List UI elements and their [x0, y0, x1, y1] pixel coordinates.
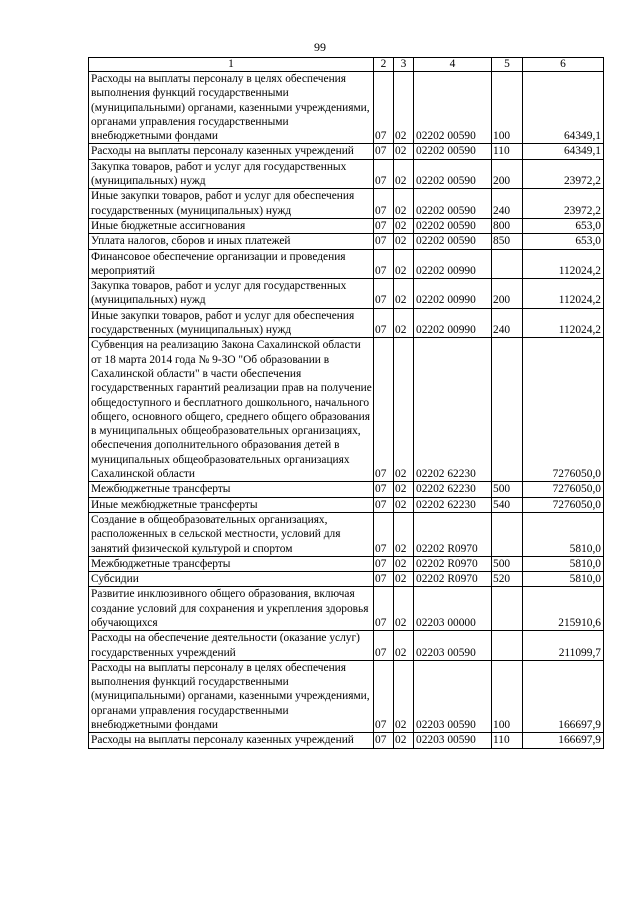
item-name: Закупка товаров, работ и услуг для государственных (муниципальных) нужд	[89, 159, 374, 189]
table-row	[89, 660, 604, 732]
item-name: Уплата налогов, сборов и иных платежей	[89, 234, 374, 249]
table-row	[89, 218, 604, 233]
target-article-code: 02203 00590	[414, 660, 492, 732]
table-row	[89, 556, 604, 571]
amount: 7276050,0	[523, 338, 604, 482]
target-article-code: 02202 00990	[414, 308, 492, 338]
expense-type-code: 850	[492, 234, 523, 249]
target-article-code: 02202 00590	[414, 218, 492, 233]
section-code: 07	[374, 159, 394, 189]
expense-type-code: 500	[492, 556, 523, 571]
table-row	[89, 144, 604, 159]
subsection-code: 02	[394, 338, 414, 482]
subsection-code: 02	[394, 189, 414, 219]
target-article-code: 02202 R0970	[414, 556, 492, 571]
amount: 211099,7	[523, 631, 604, 661]
amount: 23972,2	[523, 159, 604, 189]
subsection-code: 02	[394, 733, 414, 748]
subsection-code: 02	[394, 512, 414, 556]
table-row	[89, 338, 604, 482]
subsection-code: 02	[394, 234, 414, 249]
section-code: 07	[374, 631, 394, 661]
subsection-code: 02	[394, 159, 414, 189]
subsection-code: 02	[394, 660, 414, 732]
section-code: 07	[374, 338, 394, 482]
table-row	[89, 72, 604, 144]
expense-type-code: 500	[492, 482, 523, 497]
amount: 7276050,0	[523, 482, 604, 497]
section-code: 07	[374, 308, 394, 338]
section-code: 07	[374, 144, 394, 159]
expense-type-code: 200	[492, 159, 523, 189]
table-row	[89, 308, 604, 338]
expense-type-code: 100	[492, 660, 523, 732]
table-row	[89, 189, 604, 219]
amount: 5810,0	[523, 512, 604, 556]
subsection-code: 02	[394, 308, 414, 338]
item-name: Расходы на выплаты персоналу в целях обеспечения выполнения функций государственными (муниципальными) органами, казенными учреждениями, органами управления государственными внебюджетными фондами	[89, 72, 374, 144]
item-name: Иные бюджетные ассигнования	[89, 218, 374, 233]
item-name: Расходы на выплаты персоналу казенных учреждений	[89, 144, 374, 159]
target-article-code: 02203 00590	[414, 631, 492, 661]
table-row	[89, 482, 604, 497]
amount: 166697,9	[523, 733, 604, 748]
target-article-code: 02202 00590	[414, 144, 492, 159]
section-code: 07	[374, 512, 394, 556]
subsection-code: 02	[394, 572, 414, 587]
item-name: Иные закупки товаров, работ и услуг для обеспечения государственных (муниципальных) нужд	[89, 308, 374, 338]
section-code: 07	[374, 556, 394, 571]
item-name: Расходы на обеспечение деятельности (оказание услуг) государственных учреждений	[89, 631, 374, 661]
amount: 64349,1	[523, 144, 604, 159]
target-article-code: 02203 00000	[414, 587, 492, 631]
target-article-code: 02202 00990	[414, 249, 492, 279]
amount: 653,0	[523, 234, 604, 249]
item-name: Межбюджетные трансферты	[89, 556, 374, 571]
target-article-code: 02202 62230	[414, 497, 492, 512]
section-code: 07	[374, 189, 394, 219]
subsection-code: 02	[394, 72, 414, 144]
expense-type-code: 200	[492, 279, 523, 309]
amount: 112024,2	[523, 279, 604, 309]
expense-type-code: 540	[492, 497, 523, 512]
table-row	[89, 587, 604, 631]
item-name: Развитие инклюзивного общего образования, включая создание условий для сохранения и укрепления здоровья обучающихся	[89, 587, 374, 631]
section-code: 07	[374, 72, 394, 144]
table-row	[89, 249, 604, 279]
amount: 5810,0	[523, 572, 604, 587]
amount: 112024,2	[523, 249, 604, 279]
amount: 23972,2	[523, 189, 604, 219]
item-name: Создание в общеобразовательных организациях, расположенных в сельской местности, условий для занятий физической культурой и спортом	[89, 512, 374, 556]
table-row	[89, 159, 604, 189]
expense-type-code: 100	[492, 72, 523, 144]
item-name: Расходы на выплаты персоналу казенных учреждений	[89, 733, 374, 748]
expense-type-code: 240	[492, 308, 523, 338]
expense-type-code: 110	[492, 144, 523, 159]
target-article-code: 02202 R0970	[414, 572, 492, 587]
table-body	[89, 72, 604, 749]
expense-type-code	[492, 512, 523, 556]
table-row	[89, 733, 604, 748]
expense-type-code: 110	[492, 733, 523, 748]
expense-type-code: 520	[492, 572, 523, 587]
column-header-4: 4	[414, 58, 492, 72]
section-code: 07	[374, 733, 394, 748]
item-name: Субсидии	[89, 572, 374, 587]
table-row	[89, 512, 604, 556]
section-code: 07	[374, 234, 394, 249]
target-article-code: 02202 00590	[414, 189, 492, 219]
section-code: 07	[374, 218, 394, 233]
item-name: Финансовое обеспечение организации и проведения мероприятий	[89, 249, 374, 279]
item-name: Межбюджетные трансферты	[89, 482, 374, 497]
item-name: Иные закупки товаров, работ и услуг для обеспечения государственных (муниципальных) нужд	[89, 189, 374, 219]
table-row	[89, 572, 604, 587]
subsection-code: 02	[394, 497, 414, 512]
section-code: 07	[374, 249, 394, 279]
subsection-code: 02	[394, 218, 414, 233]
column-header-2: 2	[374, 58, 394, 72]
table-row	[89, 279, 604, 309]
target-article-code: 02202 00990	[414, 279, 492, 309]
subsection-code: 02	[394, 556, 414, 571]
section-code: 07	[374, 497, 394, 512]
section-code: 07	[374, 587, 394, 631]
expense-type-code: 800	[492, 218, 523, 233]
table-row	[89, 497, 604, 512]
subsection-code: 02	[394, 587, 414, 631]
target-article-code: 02202 00590	[414, 72, 492, 144]
item-name: Закупка товаров, работ и услуг для государственных (муниципальных) нужд	[89, 279, 374, 309]
subsection-code: 02	[394, 249, 414, 279]
expense-type-code	[492, 631, 523, 661]
section-code: 07	[374, 279, 394, 309]
item-name: Иные межбюджетные трансферты	[89, 497, 374, 512]
section-code: 07	[374, 572, 394, 587]
subsection-code: 02	[394, 279, 414, 309]
budget-table	[88, 57, 604, 749]
page-number: 99	[314, 40, 326, 54]
amount: 166697,9	[523, 660, 604, 732]
expense-type-code	[492, 587, 523, 631]
subsection-code: 02	[394, 144, 414, 159]
column-header-5: 5	[492, 58, 523, 72]
item-name: Расходы на выплаты персоналу в целях обеспечения выполнения функций государственными (муниципальными) органами, казенными учреждениями, органами управления государственными внебюджетными фондами	[89, 660, 374, 732]
table-row	[89, 234, 604, 249]
target-article-code: 02203 00590	[414, 733, 492, 748]
expense-type-code	[492, 249, 523, 279]
column-header-6: 6	[523, 58, 604, 72]
amount: 112024,2	[523, 308, 604, 338]
amount: 64349,1	[523, 72, 604, 144]
target-article-code: 02202 62230	[414, 482, 492, 497]
target-article-code: 02202 62230	[414, 338, 492, 482]
amount: 7276050,0	[523, 497, 604, 512]
subsection-code: 02	[394, 482, 414, 497]
section-code: 07	[374, 660, 394, 732]
expense-type-code: 240	[492, 189, 523, 219]
amount: 653,0	[523, 218, 604, 233]
amount: 5810,0	[523, 556, 604, 571]
section-code: 07	[374, 482, 394, 497]
column-header-1: 1	[89, 58, 374, 72]
target-article-code: 02202 R0970	[414, 512, 492, 556]
amount: 215910,6	[523, 587, 604, 631]
subsection-code: 02	[394, 631, 414, 661]
table-row	[89, 631, 604, 661]
column-header-3: 3	[394, 58, 414, 72]
target-article-code: 02202 00590	[414, 159, 492, 189]
header-row	[89, 58, 604, 72]
item-name: Субвенция на реализацию Закона Сахалинской области от 18 марта 2014 года № 9-ЗО "Об образовании в Сахалинской области" в части обеспечения государственных гарантий реализации прав на получение общедоступного и бесплатного дошкольного, начального общего, основного общего, среднего общего образования в муниципальных общеобразовательных организациях, обеспечения дополнительного образования детей в муниципальных общеобразовательных организациях Сахалинской области	[89, 338, 374, 482]
target-article-code: 02202 00590	[414, 234, 492, 249]
expense-type-code	[492, 338, 523, 482]
